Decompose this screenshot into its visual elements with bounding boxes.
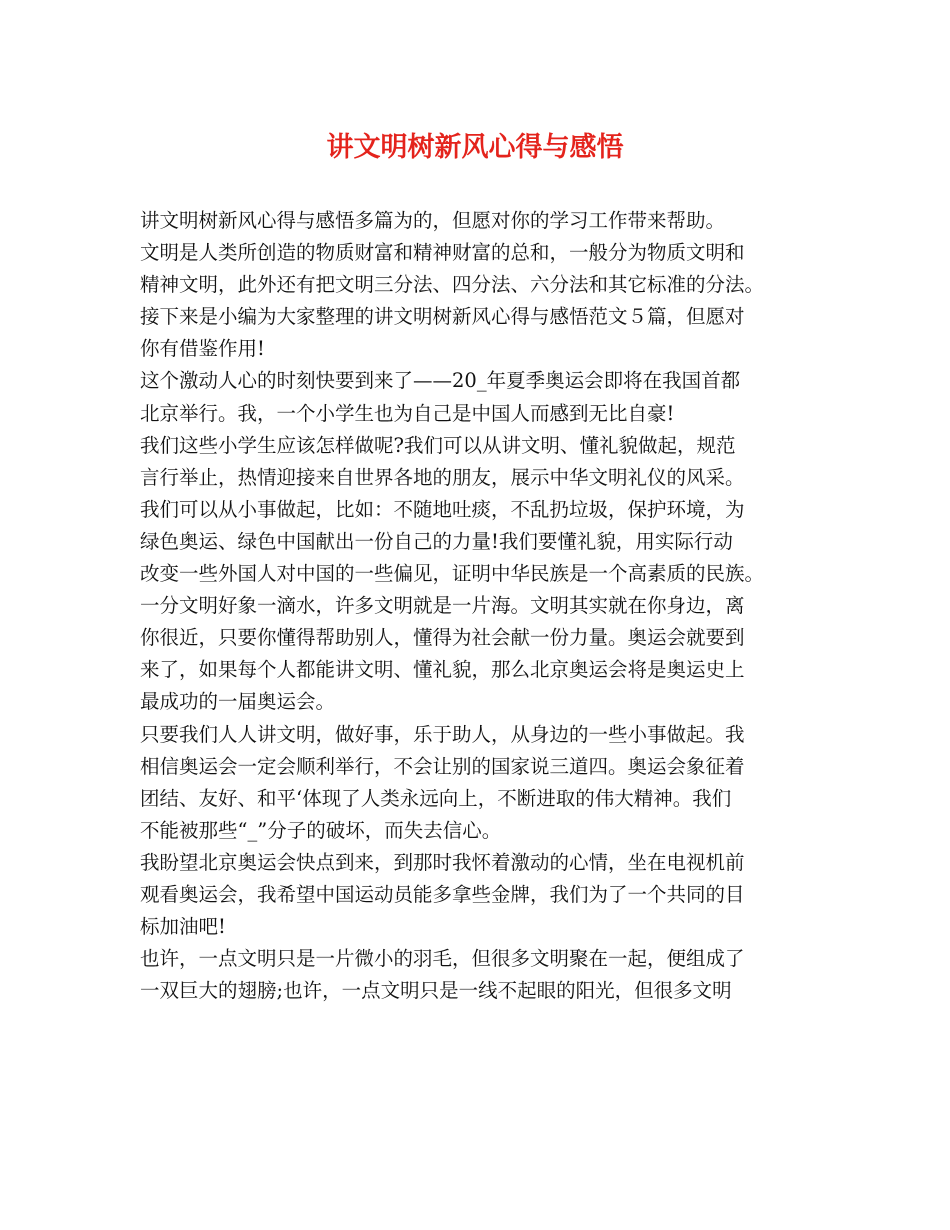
text-line: 观看奥运会，我希望中国运动员能多拿些金牌，我们为了一个共同的目: [140, 882, 745, 906]
text-line: 你很近，只要你懂得帮助别人，懂得为社会献一份力量。奥运会就要到: [140, 626, 745, 650]
text-line: 言行举止，热情迎接来自世界各地的朋友，展示中华文明礼仪的风采。: [140, 465, 745, 489]
text-line: 只要我们人人讲文明，做好事，乐于助人，从身边的一些小事做起。我: [140, 722, 745, 746]
text-line: 北京举行。我，一个小学生也为自己是中国人而感到无比自豪!: [140, 401, 675, 425]
text-line: 最成功的一届奥运会。: [140, 690, 336, 714]
text-line: 标加油吧!: [140, 915, 226, 939]
text-line: 精神文明，此外还有把文明三分法、四分法、六分法和其它标准的分法。: [140, 273, 765, 297]
text-line: 接下来是小编为大家整理的讲文明树新风心得与感悟范文５篇，但愿对: [140, 305, 745, 329]
text-line: 你有借鉴作用!: [140, 337, 265, 361]
text-line: 相信奥运会一定会顺利举行，不会让别的国家说三道四。奥运会象征着: [140, 754, 745, 778]
text-line: 绿色奥运、绿色中国献出一份自己的力量!我们要懂礼貌，用实际行动: [140, 529, 733, 553]
document-body: [140, 205, 820, 1007]
text-line: 一分文明好象一滴水，许多文明就是一片海。文明其实就在你身边，离: [140, 594, 745, 618]
text-line: 不能被那些“_”分子的破坏，而失去信心。: [140, 818, 502, 842]
text-line: 一双巨大的翅膀;也许，一点文明只是一线不起眼的阳光，但很多文明: [140, 979, 732, 1003]
text-line: 团结、友好、和平‘体现了人类永远向上，不断进取的伟大精神。我们: [140, 786, 732, 810]
text-line: 来了，如果每个人都能讲文明、懂礼貌，那么北京奥运会将是奥运史上: [140, 658, 745, 682]
text-line: 也许，一点文明只是一片微小的羽毛，但很多文明聚在一起，便组成了: [140, 947, 745, 971]
text-line: 文明是人类所创造的物质财富和精神财富的总和，一般分为物质文明和: [140, 241, 745, 265]
text-line: 讲文明树新风心得与感悟多篇为的，但愿对你的学习工作带来帮助。: [140, 209, 726, 232]
text-line: 我们可以从小事做起，比如：不随地吐痰，不乱扔垃圾，保护环境，为: [140, 497, 745, 521]
document-title: 讲文明树新风心得与感悟: [326, 132, 624, 163]
text-line: 改变一些外国人对中国的一些偏见，证明中华民族是一个高素质的民族。: [140, 562, 765, 586]
text-line: 这个激动人心的时刻快要到来了——20_年夏季奥运会即将在我国首都: [140, 369, 741, 393]
text-line: 我们这些小学生应该怎样做呢?我们可以从讲文明、懂礼貌做起，规范: [140, 433, 736, 457]
text-line: 我盼望北京奥运会快点到来，到那时我怀着激动的心情，坐在电视机前: [140, 850, 745, 874]
